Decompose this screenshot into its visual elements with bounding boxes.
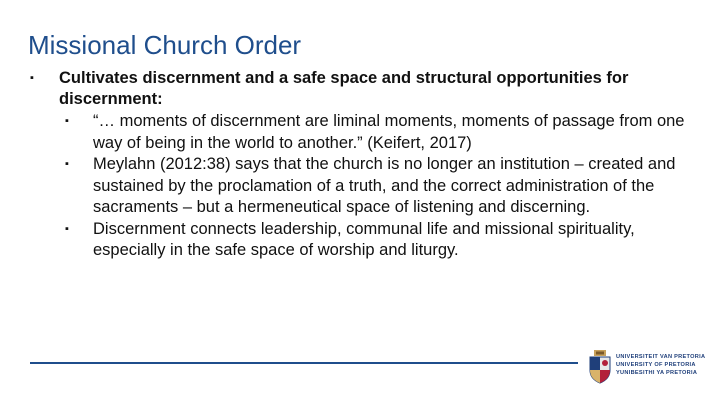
- sub-bullet-list: [30, 111, 700, 262]
- university-name-logo: [616, 353, 705, 377]
- main-bullet-text: Cultivates discernment and a safe space and structural opportunities for discernment:: [59, 69, 629, 108]
- sub-bullet-item: [30, 111, 700, 154]
- sub-bullet-item: [30, 219, 700, 262]
- sub-bullet-text: Meylahn (2012:38) says that the church is no longer an institution – created and sustained by the proclamation of a truth, and the correct administration of the sacraments – but a hermeneutical space of listening and discerning.: [93, 155, 676, 216]
- sub-bullet-text: Discernment connects leadership, communal life and missional spirituality, especially in the safe space of worship and liturgy.: [93, 219, 635, 259]
- sub-bullet-text: “… moments of discernment are liminal moments, moments of passage from one way of being in the world to another.” (Keifert, 2017): [93, 112, 685, 152]
- square-bullet-icon: ▪: [65, 158, 69, 170]
- square-bullet-icon: ▪: [30, 72, 34, 84]
- slide-content: [30, 68, 700, 262]
- logo-line: UNIVERSITY OF PRETORIA: [616, 362, 696, 368]
- logo-line: YUNIBESITHI YA PRETORIA: [616, 370, 698, 376]
- footer-divider: [30, 362, 578, 364]
- main-bullet: [30, 68, 700, 110]
- logo-line: UNIVERSITEIT VAN PRETORIA: [616, 354, 706, 360]
- sub-bullet-item: [30, 154, 700, 219]
- slide-title: Missional Church Order: [28, 30, 302, 60]
- square-bullet-icon: ▪: [65, 115, 69, 127]
- university-crest-icon: [588, 350, 612, 384]
- square-bullet-icon: ▪: [65, 222, 69, 235]
